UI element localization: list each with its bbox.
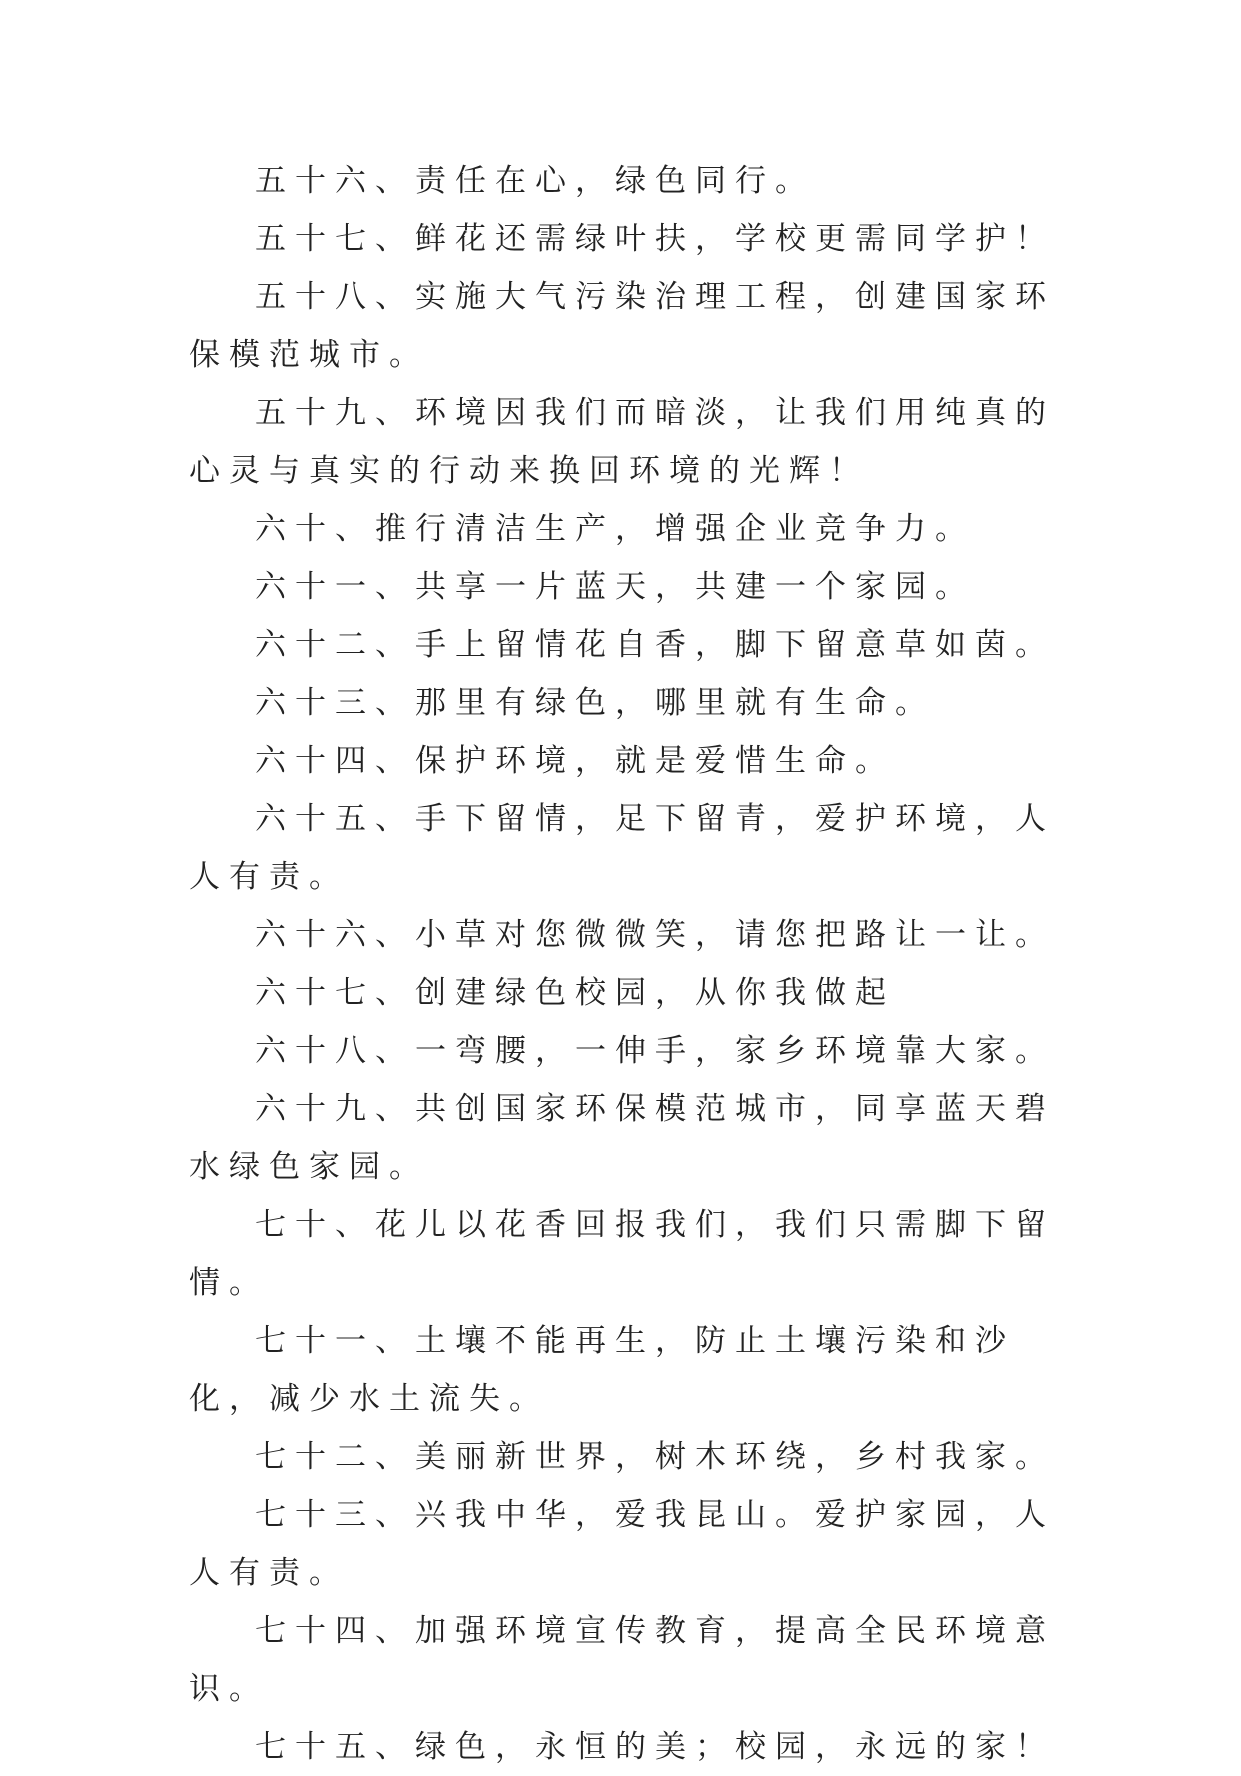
paragraph-56: 五十六、责任在心，绿色同行。 bbox=[255, 163, 815, 199]
paragraph-57: 五十七、鲜花还需绿叶扶，学校更需同学护！ bbox=[255, 221, 1055, 257]
paragraph-70: 七十、花儿以花香回报我们，我们只需脚下留情。 bbox=[189, 1207, 1055, 1301]
paragraph-62: 六十二、手上留情花自香，脚下留意草如茵。 bbox=[255, 627, 1055, 663]
paragraph-61: 六十一、共享一片蓝天，共建一个家园。 bbox=[255, 569, 975, 605]
paragraph-75: 七十五、绿色，永恒的美；校园，永远的家！ bbox=[255, 1729, 1055, 1765]
paragraph-69: 六十九、共创国家环保模范城市，同享蓝天碧水绿色家园。 bbox=[189, 1091, 1055, 1185]
paragraph-74: 七十四、加强环境宣传教育，提高全民环境意识。 bbox=[189, 1613, 1055, 1707]
paragraph-66: 六十六、小草对您微微笑，请您把路让一让。 bbox=[255, 917, 1055, 953]
paragraph-72: 七十二、美丽新世界，树木环绕，乡村我家。 bbox=[255, 1439, 1055, 1475]
paragraph-71: 七十一、土壤不能再生，防止土壤污染和沙化，减少水土流失。 bbox=[189, 1323, 1015, 1417]
paragraph-63: 六十三、那里有绿色，哪里就有生命。 bbox=[255, 685, 935, 721]
paragraph-60: 六十、推行清洁生产，增强企业竞争力。 bbox=[255, 511, 975, 547]
paragraph-58: 五十八、实施大气污染治理工程，创建国家环保模范城市。 bbox=[189, 279, 1055, 373]
paragraph-68: 六十八、一弯腰，一伸手，家乡环境靠大家。 bbox=[255, 1033, 1055, 1069]
document-body bbox=[189, 152, 1069, 1776]
paragraph-65: 六十五、手下留情，足下留青，爱护环境，人人有责。 bbox=[189, 801, 1055, 895]
paragraph-73: 七十三、兴我中华，爱我昆山。爱护家园，人人有责。 bbox=[189, 1497, 1055, 1591]
paragraph-64: 六十四、保护环境，就是爱惜生命。 bbox=[255, 743, 895, 779]
paragraph-67: 六十七、创建绿色校园，从你我做起 bbox=[255, 975, 895, 1011]
paragraph-59: 五十九、环境因我们而暗淡，让我们用纯真的心灵与真实的行动来换回环境的光辉！ bbox=[189, 395, 1055, 489]
